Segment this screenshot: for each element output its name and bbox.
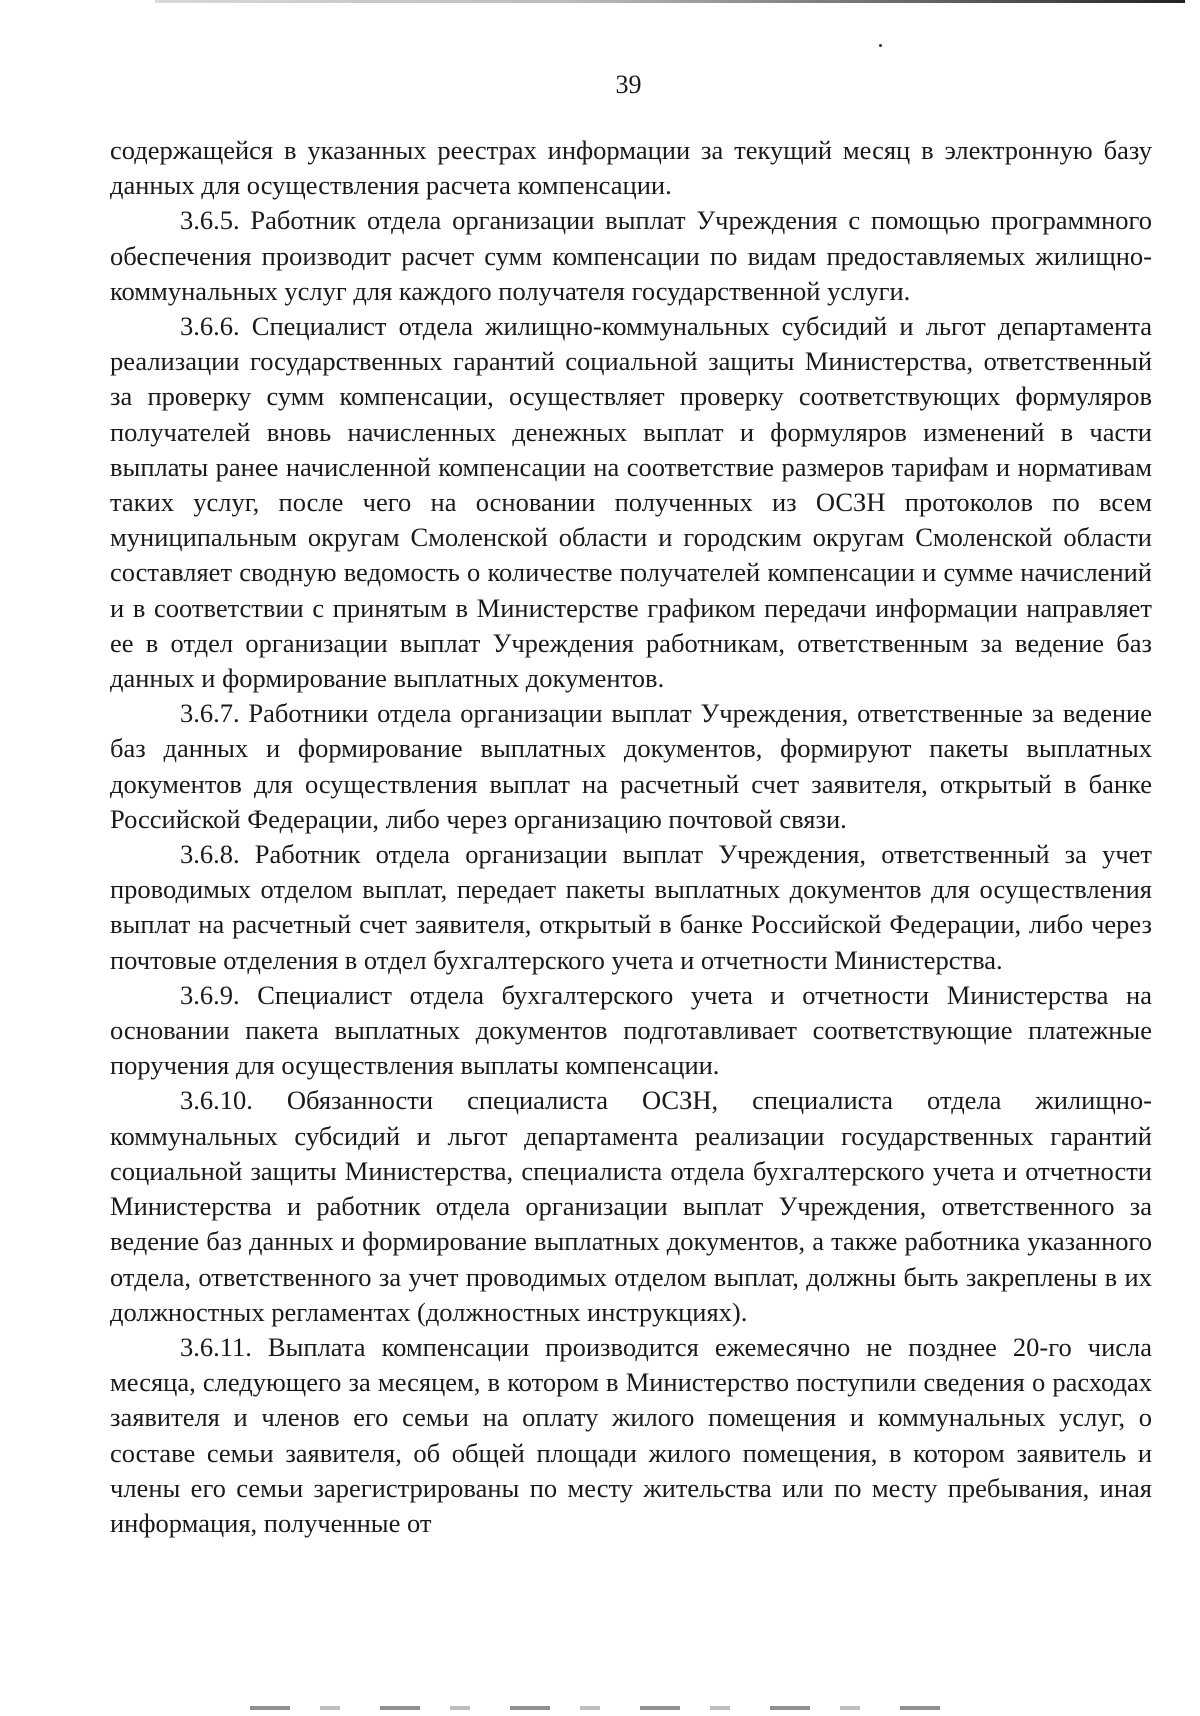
paragraph-3-6-6: 3.6.6. Специалист отдела жилищно-коммунальных субсидий и льгот департамента реализации государственных гарантий социальной защиты Министерства, ответственный за проверку сумм компенсации, осуществляет проверку соответствующих формуляров получателей вновь начисленных денежных выплат и формуляров изменений в части выплаты ранее начисленной компенсации на соответствие размеров тарифам и нормативам таких услуг, после чего на основании полученных из ОСЗН протоколов по всем муниципальным округам Смоленской области и городским округам Смоленской области составляет сводную ведомость о количестве получателей компенсации и сумме начислений и в соответствии с принятым в Министерстве графиком передачи информации направляет ее в отдел организации выплат Учреждения работникам, ответственным за ведение баз данных и формирование выплатных документов. bbox=[110, 311, 1152, 694]
paragraph-3-6-9: 3.6.9. Специалист отдела бухгалтерского учета и отчетности Министерства на основании пакета выплатных документов подготавливает соответствующие платежные поручения для осуществления выплаты компенсации. bbox=[110, 979, 1152, 1081]
document-body bbox=[110, 133, 1152, 1541]
paragraph-3-6-11: 3.6.11. Выплата компенсации производится ежемесячно не позднее 20-го числа месяца, следующего за месяцем, в котором в Министерство поступили сведения о расходах заявителя и членов его семьи на оплату жилого помещения и коммунальных услуг, о составе семьи заявителя, об общей площади жилого помещения, в котором заявитель и члены его семьи зарегистрированы по месту жительства или по месту пребывания, иная информация, полученные от bbox=[110, 1331, 1152, 1538]
scan-edge-bottom bbox=[250, 1706, 950, 1710]
paragraph-3-6-5: 3.6.5. Работник отдела организации выплат Учреждения с помощью программного обеспечения производит расчет сумм компенсации по видам предоставляемых жилищно-коммунальных услуг для каждого получателя государственной услуги. bbox=[110, 205, 1152, 306]
paragraph-continuation: содержащейся в указанных реестрах информации за текущий месяц в электронную базу данных для осуществления расчета компенсации. bbox=[110, 135, 1152, 201]
scan-edge-top bbox=[155, 0, 1185, 3]
paragraph-3-6-10: 3.6.10. Обязанности специалиста ОСЗН, специалиста отдела жилищно-коммунальных субсидий и льгот департамента реализации государственных гарантий социальной защиты Министерства, специалиста отдела бухгалтерского учета и отчетности Министерства и работник отдела организации выплат Учреждения, ответственного за ведение баз данных и формирование выплатных документов, а также работника указанного отдела, ответственного за учет проводимых отделом выплат, должны быть закреплены в их должностных регламентах (должностных инструкциях). bbox=[110, 1085, 1152, 1327]
page-number: 39 bbox=[615, 70, 642, 99]
scan-speck bbox=[879, 44, 882, 47]
paragraph-3-6-8: 3.6.8. Работник отдела организации выплат Учреждения, ответственный за учет проводимых отделом выплат, передает пакеты выплатных документов для осуществления выплат на расчетный счет заявителя, открытый в банке Российской Федерации, либо через почтовые отделения в отдел бухгалтерского учета и отчетности Министерства. bbox=[110, 839, 1152, 975]
paragraph-3-6-7: 3.6.7. Работники отдела организации выплат Учреждения, ответственные за ведение баз данных и формирование выплатных документов, формируют пакеты выплатных документов для осуществления выплат на расчетный счет заявителя, открытый в банке Российской Федерации, либо через организацию почтовой связи. bbox=[110, 698, 1152, 834]
